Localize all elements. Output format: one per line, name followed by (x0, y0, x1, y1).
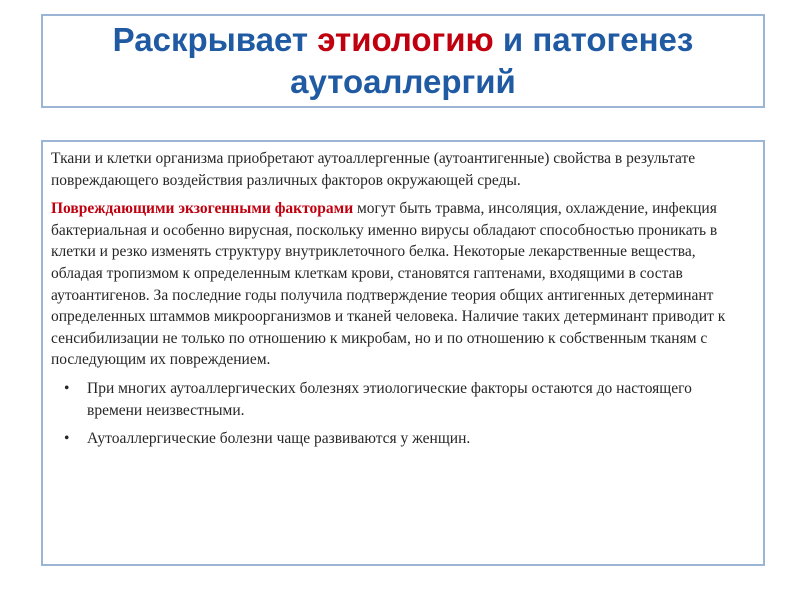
paragraph-factors (51, 198, 741, 371)
factors-highlight: Повреждающими экзогенными факторами (51, 200, 354, 218)
paragraph-intro: Ткани и клетки организма приобретают аутоаллергенные (аутоантигенные) свойства в результате повреждающего воздействия различных факторов окружающей среды. (51, 150, 696, 189)
title-box (41, 14, 765, 108)
title-highlight: этиологию (317, 21, 494, 58)
bullet-item (51, 428, 741, 450)
bullet-item (51, 378, 741, 421)
bullet-icon: • (64, 430, 70, 448)
content-box (41, 140, 765, 566)
bullet-icon: • (64, 379, 70, 397)
bullet-text: При многих аутоаллергических болезнях этиологические факторы остаются до настоящего времени неизвестными. (87, 379, 692, 419)
title-part1: Раскрывает (112, 21, 318, 58)
bullet-text: Аутоаллергические болезни чаще развиваются у женщин. (87, 430, 471, 448)
title-part2: и патогенез аутоаллергий (290, 21, 694, 100)
bullet-list (51, 378, 741, 450)
slide-title (43, 19, 763, 103)
factors-text: могут быть травма, инсоляция, охлаждение, инфекция бактериальная и особенно вирусная, поскольку именно вирусы обладают способностью проникать в клетки и резко изменять структуру внутриклеточного белка. Некоторые лекарственные вещества, обладая тропизмом к определенным клеткам крови, становятся гаптенами, входящими в состав аутоантигенов. За последние годы получила подтверждение теория общих антигенных детерминант определенных штаммов микроорганизмов и тканей человека. Наличие таких детерминант приводит к сенсибилизации не только по отношению к микробам, но и по отношению к собственным тканям с последующим их повреждением. (51, 200, 726, 369)
